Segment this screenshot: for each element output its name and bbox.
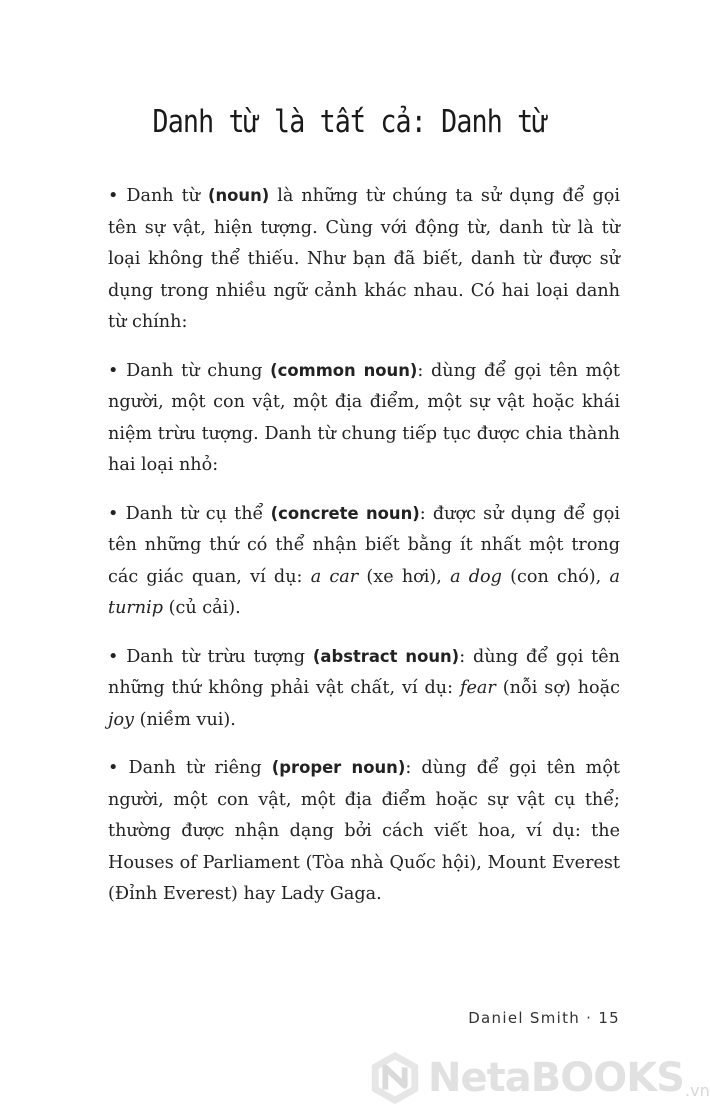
example-italic: a dog [450, 566, 502, 587]
text-segment: (củ cải). [163, 598, 241, 618]
text-segment: • Danh từ trừu tượng [108, 646, 313, 667]
example-italic: fear [459, 678, 496, 698]
text-segment: (nỗi sợ) hoặc [495, 678, 620, 698]
example-italic: joy [108, 709, 134, 730]
paragraph [108, 641, 620, 737]
page-title: Danh từ là tất cả: Danh từ [152, 104, 548, 140]
term-bold: (proper noun) [271, 758, 406, 777]
paragraph [108, 355, 620, 482]
text-segment: : dùng để gọi tên những thứ không phải vật chất, ví dụ: [108, 646, 620, 698]
text-segment: • Danh từ chung [108, 360, 271, 381]
text-segment: • Danh từ [108, 186, 208, 206]
footer-separator: · [586, 1009, 593, 1027]
paragraph [108, 498, 620, 625]
term-bold: (noun) [208, 186, 270, 205]
term-bold: (concrete noun) [270, 503, 420, 523]
paragraph [108, 180, 620, 339]
watermark [366, 1046, 710, 1110]
netabooks-hexagon-logo-icon [366, 1049, 424, 1107]
example-italic: a car [310, 566, 359, 587]
term-bold: (abstract noun) [312, 646, 460, 666]
text-segment: : được sử dụng để gọi tên những thứ có thể nhận biết bằng ít nhất một trong các giác quan, ví dụ: [108, 503, 621, 587]
text-segment: (niềm vui). [134, 709, 236, 730]
text-segment: • Danh từ cụ thể [108, 503, 271, 524]
footer-page-number: 15 [598, 1009, 620, 1027]
watermark-brand: NetaBOOKS [428, 1055, 685, 1101]
text-segment: • Danh từ riêng [108, 758, 272, 778]
text-segment: : dùng để gọi tên một người, một con vật, một địa điểm, một sự vật hoặc khái niệm trừu tượng. Danh từ chung tiếp tục được chia thành hai loại nhỏ: [108, 360, 620, 475]
footer-author: Daniel Smith [468, 1009, 581, 1027]
text-segment: (con chó), [501, 566, 610, 587]
page-footer [468, 1009, 620, 1027]
page-body [108, 180, 620, 927]
example-italic: a turnip [108, 566, 620, 618]
text-segment: là những từ chúng ta sử dụng để gọi tên sự vật, hiện tượng. Cùng với động từ, danh từ là từ loại không thể thiếu. Như bạn đã biết, danh từ được sử dụng trong nhiều ngữ cảnh khác nhau. Có hai loại danh từ chính: [108, 186, 620, 332]
text-segment: : dùng để gọi tên một người, một con vật, một địa điểm hoặc sự vật cụ thể; thường được nhận dạng bởi cách viết hoa, ví dụ: the Houses of Parliament (Tòa nhà Quốc hội), Mount Everest (Đỉnh Everest) hay Lady Gaga. [108, 758, 620, 904]
watermark-suffix: .vn [685, 1081, 710, 1100]
paragraph [108, 752, 620, 911]
text-segment: (xe hơi), [358, 566, 451, 587]
term-bold: (common noun) [270, 360, 418, 380]
